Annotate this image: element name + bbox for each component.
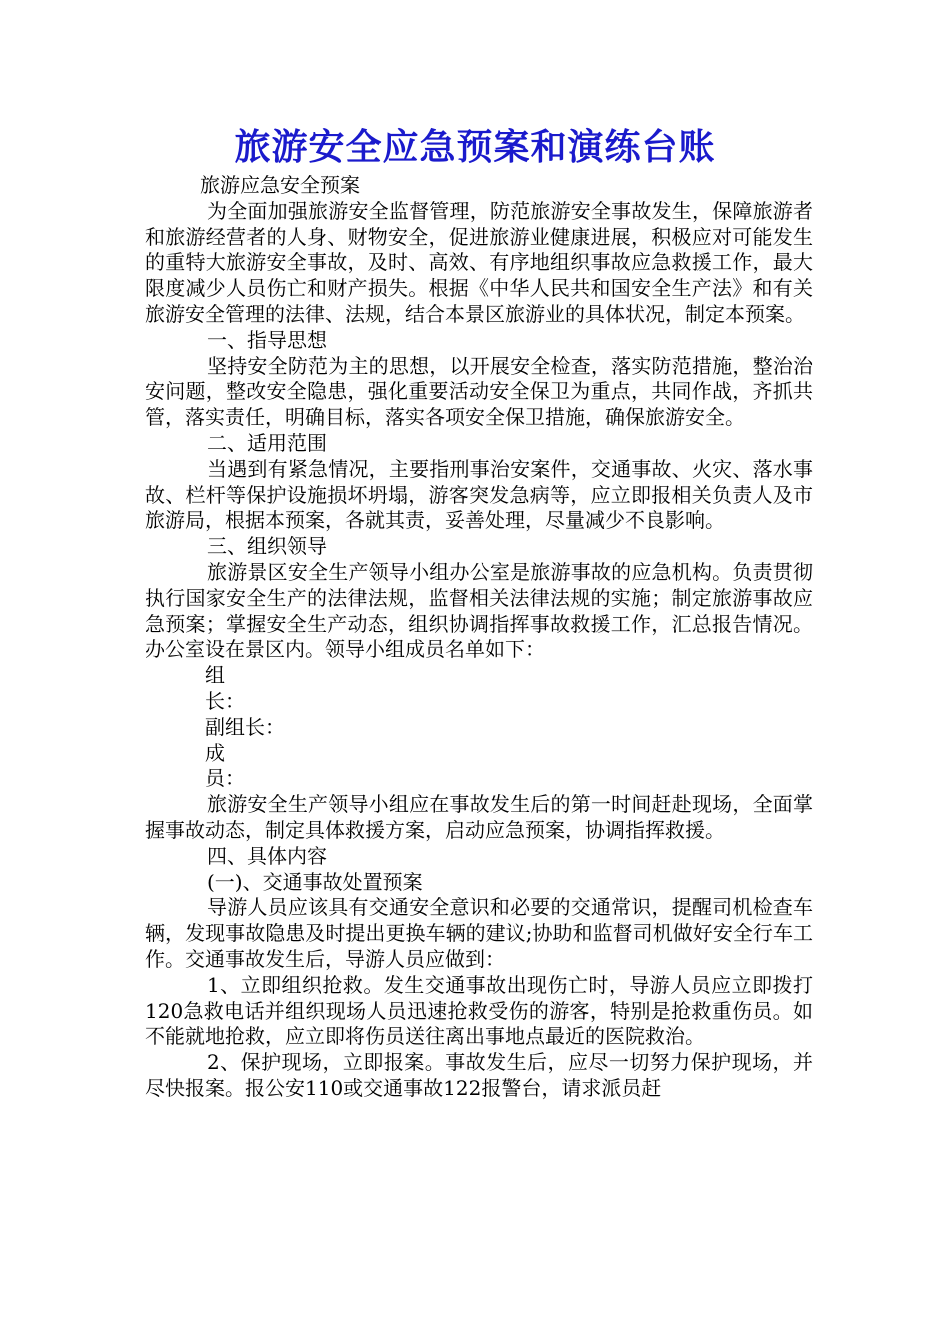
deputy-label: 副组长： bbox=[205, 714, 285, 739]
subsection-text-traffic: 导游人员应该具有交通安全意识和必要的交通常识，提醒司机检查车辆，发现事故隐患及时提出更换车辆的建议;协助和监督司机做好安全行车工作。交通事故发生后，导游人员应做到： bbox=[145, 895, 813, 971]
document-title: 旅游安全应急预案和演练台账 bbox=[234, 127, 716, 168]
section-text-guiding: 坚持安全防范为主的思想，以开展安全检查，落实防范措施，整治治安问题，整改安全隐患，强化重要活动安全保卫为重点，共同作战，齐抓共管，落实责任，明确目标，落实各项安全保卫措施，确保旅游安全。 bbox=[145, 353, 813, 430]
subtitle: 旅游应急安全预案 bbox=[200, 173, 360, 197]
list-item: 2、保护现场，立即报案。事故发生后，应尽一切努力保护现场，并尽快报案。报公安110或交通事故122报警台，请求派员赶 bbox=[145, 1050, 813, 1100]
section-heading-content: 四、具体内容 bbox=[207, 843, 327, 868]
list-item: 1、立即组织抢救。发生交通事故出现伤亡时，导游人员应立即拨打120急救电话并组织现场人员迅速抢救受伤的游客，特别是抢救重伤员。如不能就地抢救，应立即将伤员送往离出事地点最近的医院救治。 bbox=[145, 972, 813, 1049]
section-text-organization: 旅游景区安全生产领导小组办公室是旅游事故的应急机构。负责贯彻执行国家安全生产的法律法规，监督相关法律法规的实施；制定旅游事故应急预案；掌握安全生产动态，组织协调指挥事故救援工作，汇总报告情况。办公室设在景区内。领导小组成员名单如下： bbox=[145, 559, 813, 662]
document-body bbox=[145, 173, 813, 1102]
member-label: 成员： bbox=[205, 740, 245, 791]
subsection-heading-traffic: (一)、交通事故处置预案 bbox=[207, 869, 423, 894]
section-heading-organization: 三、组织领导 bbox=[207, 534, 327, 559]
section-heading-guiding: 一、指导思想 bbox=[207, 327, 327, 352]
section-heading-scope: 二、适用范围 bbox=[207, 430, 327, 455]
section-text-organization-2: 旅游安全生产领导小组应在事故发生后的第一时间赶赴现场，全面掌握事故动态，制定具体救援方案，启动应急预案，协调指挥救援。 bbox=[145, 792, 813, 842]
intro-paragraph: 为全面加强旅游安全监督管理，防范旅游安全事故发生，保障旅游者和旅游经营者的人身、财物安全，促进旅游业健康进展，积极应对可能发生的重特大旅游安全事故，及时、高效、有序地组织事故应急救援工作，最大限度减少人员伤亡和财产损失。根据《中华人民共和国安全生产法》和有关旅游安全管理的法律、法规，结合本景区旅游业的具体状况，制定本预案。 bbox=[145, 198, 813, 326]
section-text-scope: 当遇到有紧急情况，主要指刑事治安案件，交通事故、火灾、落水事故、栏杆等保护设施损坏坍塌，游客突发急病等，应立即报相关负责人及市旅游局，根据本预案，各就其责，妥善处理，尽量减少不良影响。 bbox=[145, 456, 813, 533]
leader-label: 组长： bbox=[205, 663, 245, 713]
